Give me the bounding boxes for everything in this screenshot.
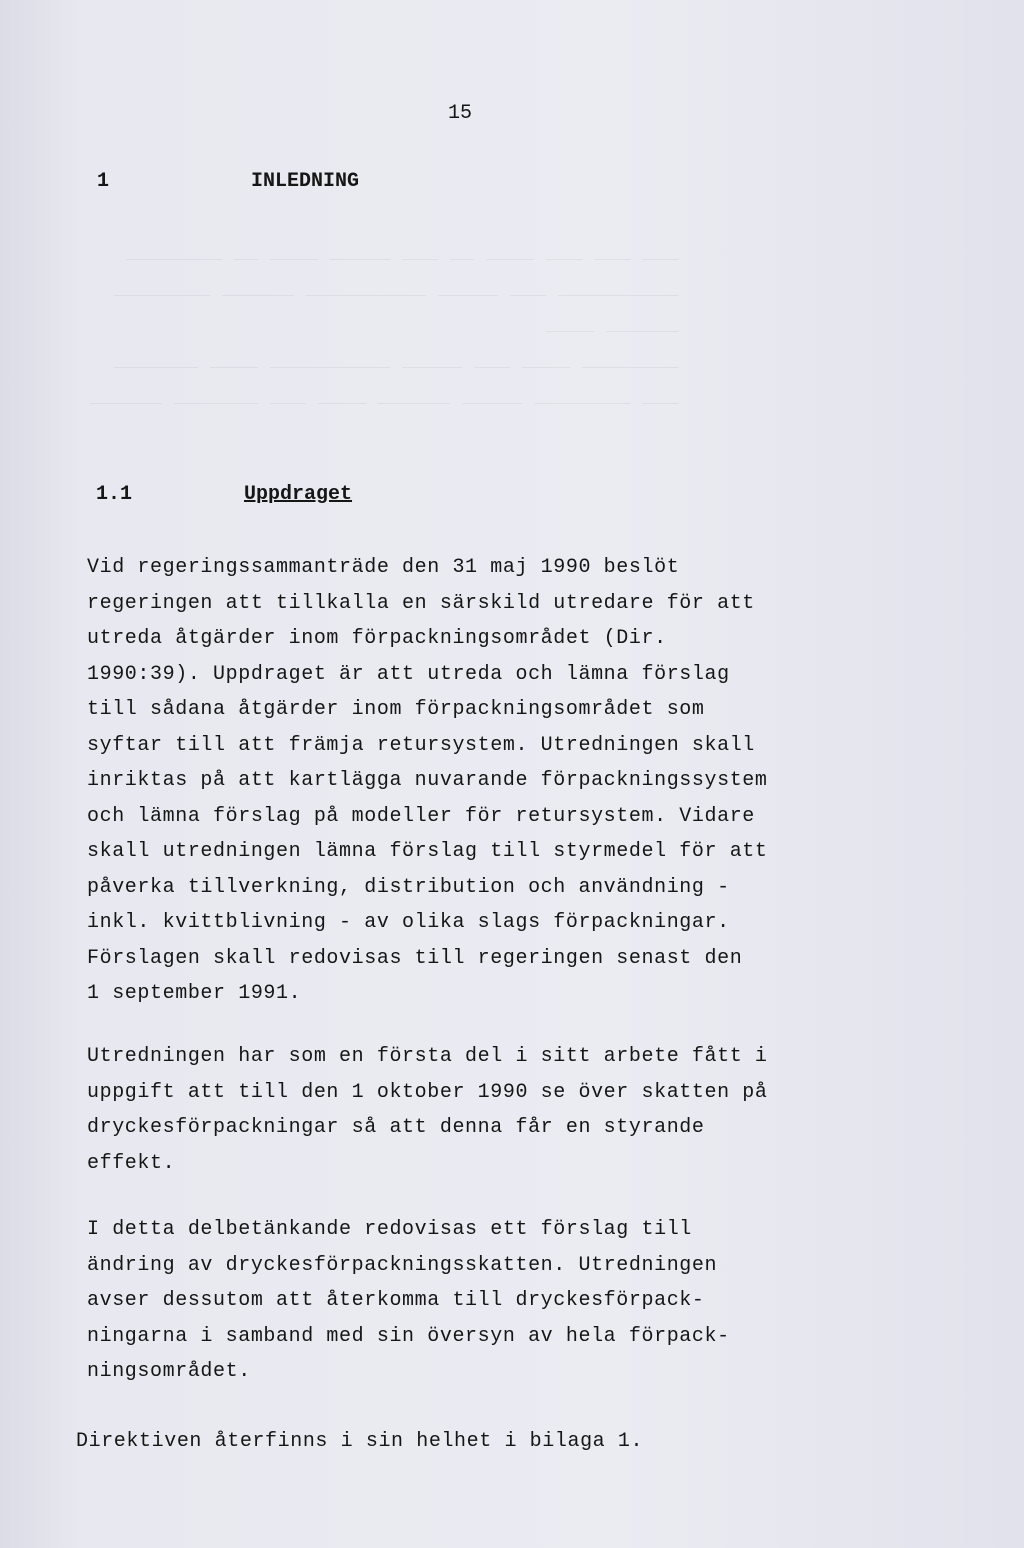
section-title: Uppdraget [244,483,353,506]
bleed-through-text: ___ ___ ___ ____ __ ___ _____ ____ __ ________ __________ ___ _____ __________ ______ ________ ______ ____ ________ ____ ___ _____ __________ ____ _______ ___ ________ _____ ______ ____ ___ _______ ______ [90,242,679,409]
paragraph-first-task: Utredningen har som en första del i sitt arbete fått i uppgift att till den 1 oktober 1990 se över skatten på dryckesförpackningar så att denna får en styrande effekt. [87,1045,768,1175]
paragraph-interim-report: I detta delbetänkande redovisas ett förslag till ändring av dryckesförpackningsskatten. Utredningen avser dessutom att återkomma till dryckesförpack- ningarna i samband med sin översyn av hela förpack- ningsområdet. [87,1218,730,1383]
page-number: 15 [448,102,473,125]
paragraph-assignment: Vid regeringssammanträde den 31 maj 1990 beslöt regeringen att tillkalla en särskild utredare för att utreda åtgärder inom förpackningsområdet (Dir. 1990:39). Uppdraget är att utreda och lämna förslag till sådana åtgärder inom förpackningsområdet som syftar till att främja retursystem. Utredningen skall inriktas på att kartlägga nuvarande förpackningssystem och lämna förslag på modeller för retursystem. Vidare skall utredningen lämna förslag till styrmedel för att påverka tillverkning, distribution och användning - inkl. kvittblivning - av olika slags förpackningar. Förslagen skall redovisas till regeringen senast den 1 september 1991. [87,556,768,1005]
section-number: 1.1 [96,483,133,506]
chapter-title: INLEDNING [251,170,360,193]
chapter-number: 1 [97,170,110,193]
paragraph-directives: Direktiven återfinns i sin helhet i bilaga 1. [76,1430,644,1453]
